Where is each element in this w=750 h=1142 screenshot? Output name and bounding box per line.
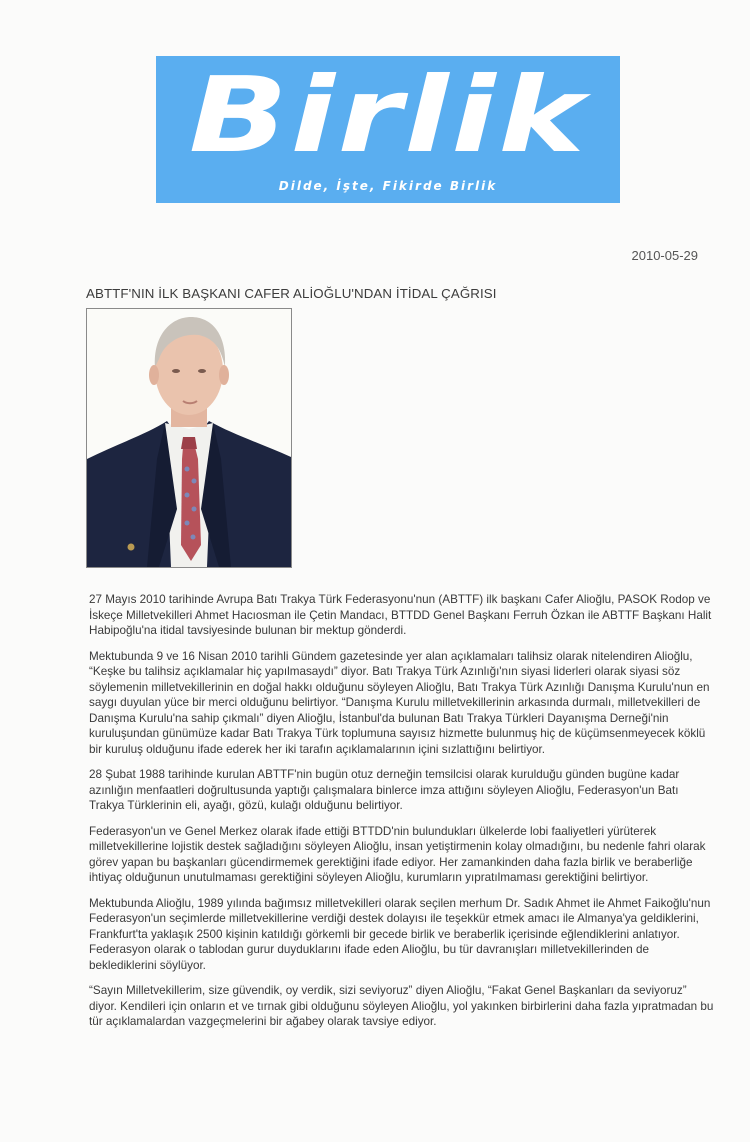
article-paragraph: Mektubunda 9 ve 16 Nisan 2010 tarihli Gündem gazetesinde yer alan açıklamaları talihsiz olarak nitelendiren Alioğlu, “Keşke bu talihsiz açıklamalar hiç yapılmasaydı” diyor. Batı Trakya Türk Azınlığı'nın siyasi liderleri olarak siyasi söz söylemenin milletvekillerinin en doğal hakkı olduğunu söyleyen Alioğlu, Batı Trakya Türk Azınlığı Danışma Kurulu'nun en saygı duyulan yüce bir merci olduğunu belirtiyor. “Danışma Kurulu milletvekillerinin arkasında durmalı, milletvekilleri de Danışma Kurulu'na sahip çıkmalı” diyen Alioğlu, İstanbul'da bulunan Batı Trakya Türkleri Dayanışma Derneği'nin kuruluşundan günümüze kadar Batı Trakya Türk toplumuna sayısız hizmette bulunmuş hiç de küçümsenmeyecek köklü bir kuruluş olduğunu ifade ederek her iki tarafın açıklamalarının içini sızlattığını belirtiyor. [89, 649, 710, 756]
article-paragraph: Federasyon'un ve Genel Merkez olarak ifade ettiği BTTDD'nin bulundukları ülkelerde lobi faaliyetleri yürüterek milletvekillerine lojistik destek sağladığını söyleyen Alioğlu, insan yetiştirmenin kolay olmadığını, bu nedenle fahri olarak görev yapan bu başkanları gücendirmemek gerektiğini ifade ediyor. Her zamankinden daha fazla birlik ve beraberliğe ihtiyaç olduğunun unutulmaması gerektiğini söyleyen Alioğlu, kurumların yıpratılmaması gerektiğini belirtiyor. [89, 824, 706, 884]
article-body [89, 592, 714, 1040]
logo-wordmark: Birlik [188, 60, 588, 170]
masthead-logo [156, 56, 620, 203]
article-paragraph: “Sayın Milletvekillerim, size güvendik, oy verdik, sizi seviyoruz” diyen Alioğlu, “Fakat Genel Başkanları da seviyoruz” diyor. Kendileri için onların et ve tırnak gibi olduğunu söyleyen Alioğlu, yol yakınken birbirlerini daha fazla yıpratmadan bu tür açıklamalardan vazgeçmelerini bir ağabey olarak tavsiye ediyor. [89, 984, 714, 1028]
portrait-photo-icon [86, 308, 292, 568]
article-paragraph: 27 Mayıs 2010 tarihinde Avrupa Batı Trakya Türk Federasyonu'nun (ABTTF) ilk başkanı Cafer Alioğlu, PASOK Rodop ve İskeçe Milletvekilleri Ahmet Hacıosman ile Çetin Mandacı, BTTDD Genel Başkanı Ferruh Özkan ile ABTTF Başkanı Halit Habipoğlu'na itidal tavsiyesinde bulunan bir mektup gönderdi. [89, 593, 712, 637]
article-paragraph: Mektubunda Alioğlu, 1989 yılında bağımsız milletvekilleri olarak seçilen merhum Dr. Sadık Ahmet ile Ahmet Faikoğlu'nun Federasyon'un seçimlerde milletvekillerine verdiği destek dolayısı ile teşekkür etmek amacı ile Almanya'ya geldiklerini, Frankfurt'ta yaklaşık 2500 kişinin katıldığı görkemli bir gecede birlik ve beraberlik içerisinde eğlendiklerini anlatıyor. Federasyon olarak o tablodan gurur duyduklarını ifade eden Alioğlu, bu tür davranışları milletvekillerinden de beklediklerini söylüyor. [89, 896, 711, 972]
article-paragraph: 28 Şubat 1988 tarihinde kurulan ABTTF'nin bugün otuz derneğin temsilcisi olarak kurulduğu günden bugüne kadar azınlığın menfaatleri doğrultusunda yaptığı çalışmalara binlerce imza attığını söyleyen Alioğlu, Federasyon'un Batı Trakya Türklerinin eli, ayağı, gözü, kulağı olduğunu belirtiyor. [89, 768, 680, 812]
portrait-illustration [87, 309, 291, 567]
logo-tagline: Dilde, İşte, Fikirde Birlik [278, 179, 498, 193]
article-date: 2010-05-29 [631, 248, 698, 263]
article-headline: ABTTF'NIN İLK BAŞKANI CAFER ALİOĞLU'NDAN İTİDAL ÇAĞRISI [86, 286, 497, 301]
